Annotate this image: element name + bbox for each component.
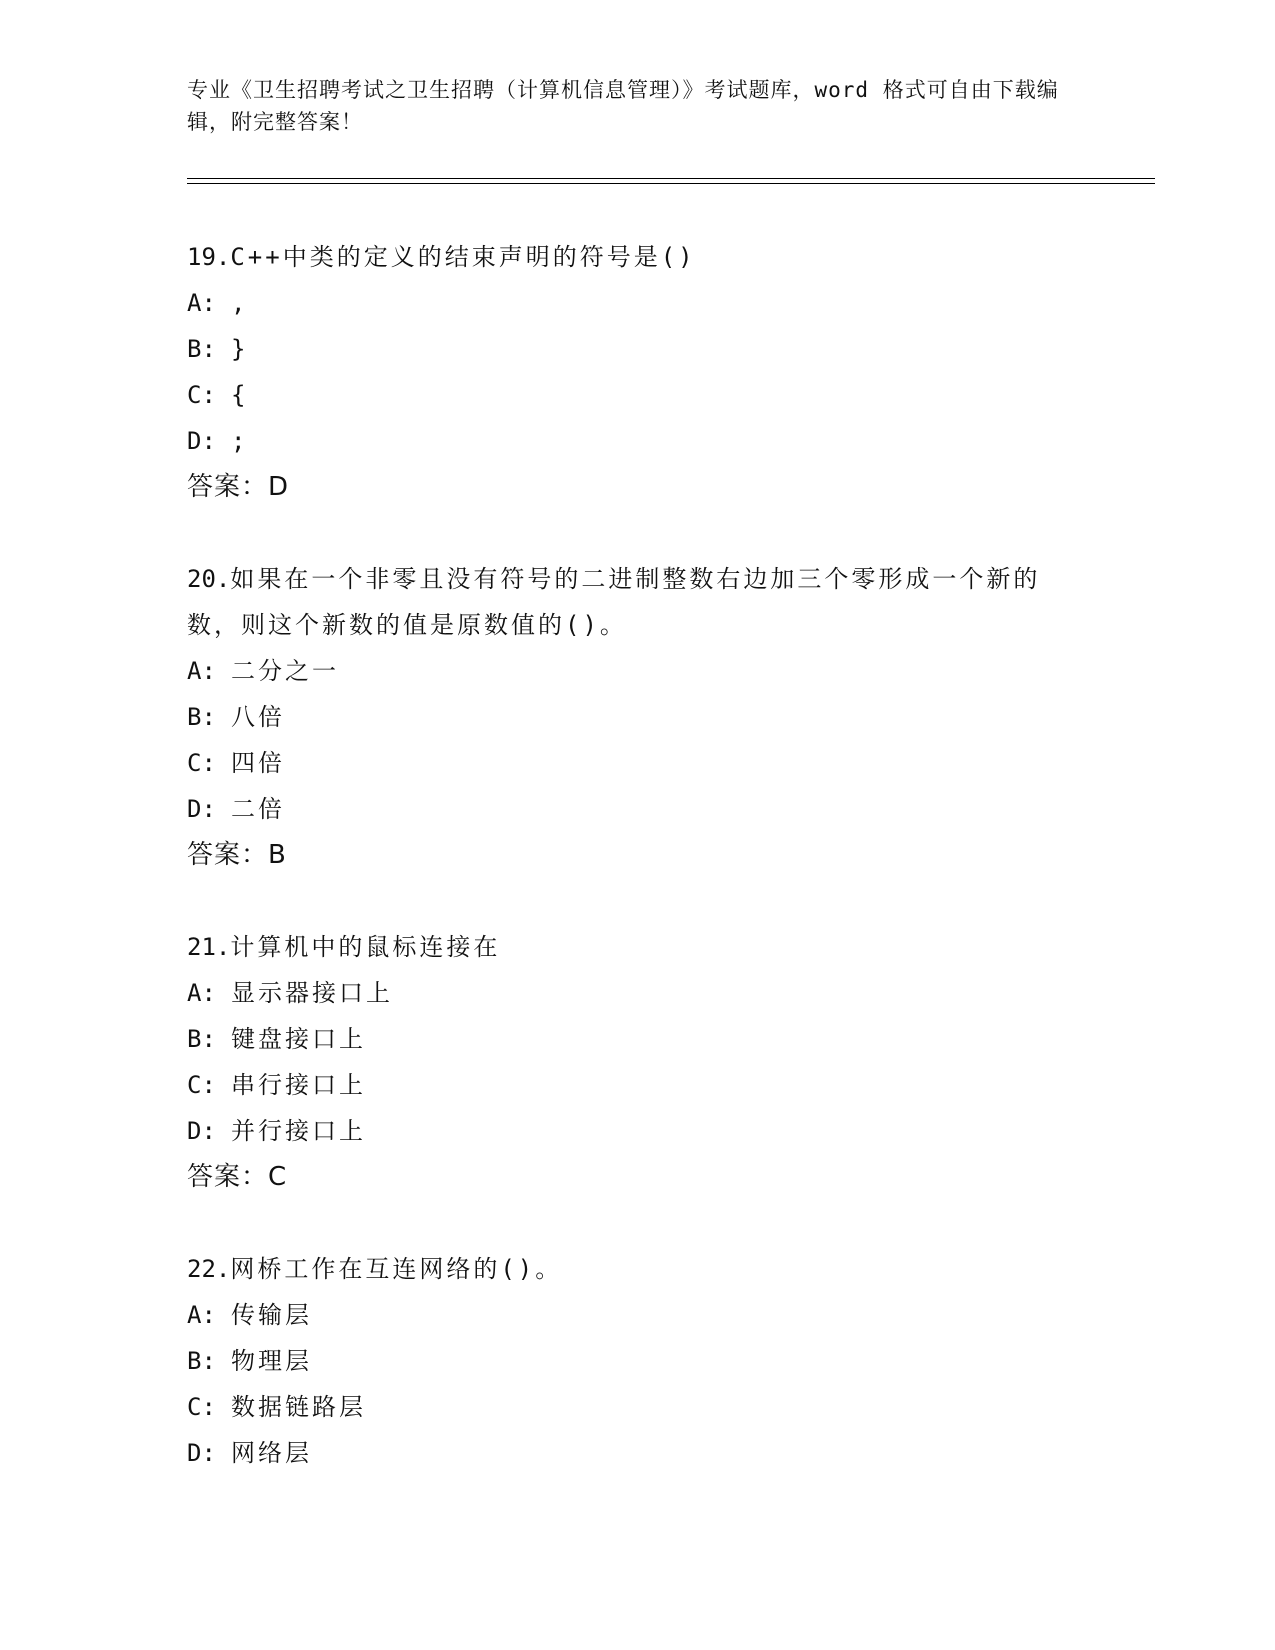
question-19 — [187, 234, 1087, 510]
option-text: 四倍 — [231, 749, 285, 777]
question-title — [187, 556, 1087, 648]
option-c — [187, 740, 1087, 786]
option-a — [187, 280, 1087, 326]
option-letter: B: — [187, 703, 216, 731]
option-c — [187, 1384, 1087, 1430]
option-d — [187, 1108, 1087, 1154]
option-letter: B: — [187, 1347, 216, 1375]
question-text: 网桥工作在互连网络的()。 — [230, 1255, 563, 1283]
question-20 — [187, 556, 1087, 878]
option-text: 显示器接口上 — [231, 979, 393, 1007]
option-text: ; — [231, 427, 249, 455]
question-text: 计算机中的鼠标连接在 — [230, 933, 501, 961]
question-text: 如果在一个非零且没有符号的二进制整数右边加三个零形成一个新的数，则这个新数的值是原数值的()。 — [187, 565, 1041, 639]
option-text: 网络层 — [231, 1439, 312, 1467]
option-text: { — [231, 381, 249, 409]
option-c — [187, 1062, 1087, 1108]
option-letter: C: — [187, 749, 216, 777]
answer-line: 答案：B — [187, 840, 287, 870]
option-letter: D: — [187, 1117, 216, 1145]
option-letter: A: — [187, 1301, 216, 1329]
option-letter: D: — [187, 1439, 216, 1467]
question-number: 22. — [187, 1255, 231, 1283]
option-b — [187, 326, 1087, 372]
question-title — [187, 234, 1087, 280]
option-letter: A: — [187, 289, 216, 317]
question-number: 19. — [187, 243, 231, 271]
option-d — [187, 786, 1087, 832]
option-d — [187, 1430, 1087, 1476]
option-letter: B: — [187, 1025, 216, 1053]
option-a — [187, 1292, 1087, 1338]
option-text: 八倍 — [231, 703, 285, 731]
option-text: 串行接口上 — [231, 1071, 366, 1099]
answer-line: 答案：C — [187, 1162, 288, 1192]
question-21 — [187, 924, 1087, 1200]
question-title — [187, 1246, 1087, 1292]
question-list — [187, 234, 1087, 1522]
question-text: C++中类的定义的结束声明的符号是() — [230, 243, 696, 271]
option-c — [187, 372, 1087, 418]
option-text: , — [231, 289, 249, 317]
option-text: 二分之一 — [231, 657, 339, 685]
header-divider-top — [187, 178, 1155, 179]
option-text: 并行接口上 — [231, 1117, 366, 1145]
document-intro: 专业《卫生招聘考试之卫生招聘（计算机信息管理）》考试题库，word 格式可自由下载编辑，附完整答案！ — [187, 78, 1059, 134]
question-number: 20. — [187, 565, 231, 593]
question-title — [187, 924, 1087, 970]
option-letter: A: — [187, 657, 216, 685]
option-letter: C: — [187, 1071, 216, 1099]
header-divider-bottom — [187, 183, 1155, 184]
option-letter: B: — [187, 335, 216, 363]
option-letter: D: — [187, 795, 216, 823]
option-b — [187, 1338, 1087, 1384]
option-text: 键盘接口上 — [231, 1025, 366, 1053]
option-text: 物理层 — [231, 1347, 312, 1375]
question-22 — [187, 1246, 1087, 1476]
option-letter: D: — [187, 427, 216, 455]
option-text: 二倍 — [231, 795, 285, 823]
option-a — [187, 648, 1087, 694]
question-number: 21. — [187, 933, 231, 961]
option-letter: C: — [187, 1393, 216, 1421]
option-b — [187, 1016, 1087, 1062]
option-letter: C: — [187, 381, 216, 409]
option-a — [187, 970, 1087, 1016]
option-b — [187, 694, 1087, 740]
answer-line: 答案：D — [187, 472, 290, 502]
option-text: 传输层 — [231, 1301, 312, 1329]
option-d — [187, 418, 1087, 464]
option-letter: A: — [187, 979, 216, 1007]
option-text: } — [231, 335, 249, 363]
option-text: 数据链路层 — [231, 1393, 366, 1421]
